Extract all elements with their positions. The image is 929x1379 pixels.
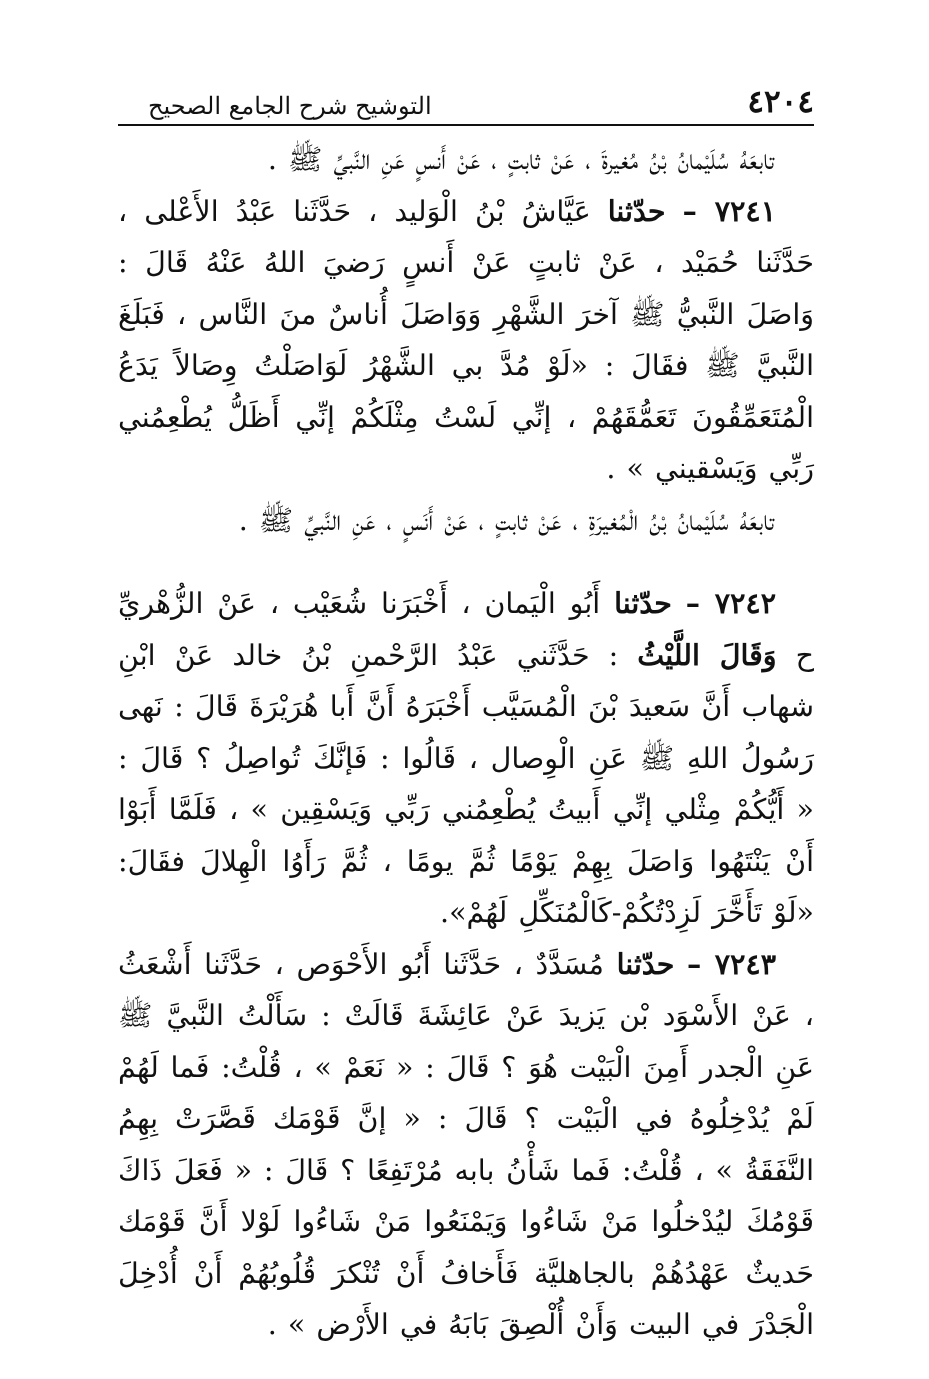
hadith-7241	[118, 186, 814, 495]
follow-up-note-2	[118, 495, 814, 547]
hadith-7243	[118, 939, 814, 1351]
hadith-number: ٧٢٤٢ –	[685, 586, 777, 620]
narration-lead: حدّثنا	[616, 946, 675, 981]
book-page	[118, 60, 815, 1341]
narration-lead-2: وَقَالَ اللَّيْثُ	[637, 637, 777, 672]
hadith-text-part-2: : حَدَّثَني عَبْدُ الرَّحْمنِ بْنُ خالد عَنْ ابْنِ شهاب أَنَّ سَعيدَ بْنَ الْمُسَيَّب أَخْبَرَهُ أَنَّ أَبا هُرَيْرَةَ قَالَ : نَهى رَسُولُ اللهِ ﷺ عَنِ الْوِصال ، قَالُوا : فَإنَّكَ تُواصِلُ ؟ قَالَ : « أَيُّكُمْ مِثْلي إنِّي أَبيتُ يُطْعِمُني رَبِّي وَيَسْقِين » ، فَلَمَّا أَبَوْا أَنْ يَنْتَهُوا وَاصَلَ بِهِمْ يَوْمًا ثُمَّ يومًا ، ثُمَّ رَأَوُا الْهِلالَ فقَالَ: «لَوْ تَأَخَّرَ لَزِدْتُكُمْ-كَالْمُنَكِّلِ لَهُمْ».	[118, 638, 814, 929]
hadith-text: مُسَدَّدٌ ، حَدَّثَنا أَبُو الأَحْوَص ، حَدَّثَنا أَشْعَثُ ، عَنْ الأَسْوَد بْن يَزيدَ عَنْ عَائِشَةَ قَالَتْ : سَأَلْتُ النَّبيَّ ﷺ عَنِ الْجدر أَمِنَ الْبَيْت هُوَ ؟ قَالَ : « نَعَمْ » ، قُلْتُ: فَما لَهُمْ لَمْ يُدْخِلُوهُ في الْبَيْت ؟ قَالَ : « إنَّ قَوْمَك قَصَّرَتْ بِهِمُ النَّفَقَةُ » ، قُلْتُ: فَما شَأْنُ بابه مُرْتَفِعًا ؟ قَالَ : « فَعَلَ ذَاكَ قَوْمُكَ ليُدْخلُوا مَنْ شَاءُوا وَيَمْنَعُوا مَنْ شَاءُوا لَوْلا أَنَّ قَوْمَك حَديثٌ عَهْدُهُمْ بالجاهليَّة فَأَخافُ أَنْ تُنْكرَ قُلُوبُهُمْ أَنْ أُدْخِلَ الْجَدْرَ في البيت وَأَنْ أُلْصِقَ بَابَهُ في الأَرْض » .	[118, 947, 814, 1341]
hadith-number: ٧٢٤٣ –	[687, 946, 777, 981]
narration-lead: حدّثنا	[614, 586, 672, 620]
page-header	[118, 60, 814, 126]
page-body	[118, 134, 814, 1351]
note-text: تابعَهُ سُلَيْمانُ بْنُ مُغيرةَ ، عَنْ ثابتٍ ، عَنْ أَنسٍ عَنِ النَّبيِّ ﷺ .	[267, 143, 774, 176]
page-number: ٤٢٠٤	[747, 84, 814, 120]
note-text: تابعَهُ سُلَيْمانُ بْنُ الْمُغيرَةِ ، عَنْ ثابتٍ ، عَنْ أَنَسٍ ، عَنِ النَّبيِّ ﷺ .	[238, 503, 774, 537]
hadith-text-part-1: أَبُو الْيَمان ، أَخْبَرَنا شُعَيْب ، عَنْ الزُّهْريِّ ح	[118, 587, 815, 672]
follow-up-note-1	[118, 134, 814, 186]
hadith-7242	[118, 578, 814, 939]
hadith-text: عَيَّاشُ بْنُ الْوَليد ، حَدَّثَنا عَبْدُ الأَعْلى ، حَدَّثَنا حُمَيْد ، عَنْ ثابتٍ عَنْ أَنسٍ رَضيَ اللهُ عَنْهُ قَالَ : وَاصَلَ النَّبيُّ ﷺ آخرَ الشَّهْرِ وَوَاصَلَ أُناسٌ منَ النَّاس ، فَبَلَغَ النَّبيَّ ﷺ فقَالَ : «لَوْ مُدَّ بي الشَّهْرُ لَوَاصَلْتُ وِصَالاً يَدَعُ الْمُتَعَمِّقُونَ تَعَمُّقَهُمْ ، إنِّي لَسْتُ مِثْلَكُمْ إنِّي أَظَلُّ يُطْعِمُني رَبِّي وَيَسْقيني » .	[118, 194, 814, 485]
paragraph-gap	[118, 546, 814, 578]
hadith-number: ٧٢٤١ –	[682, 193, 776, 228]
running-title: التوشيح شرح الجامع الصحيح	[148, 92, 432, 120]
narration-lead: حدّثنا	[607, 193, 666, 228]
